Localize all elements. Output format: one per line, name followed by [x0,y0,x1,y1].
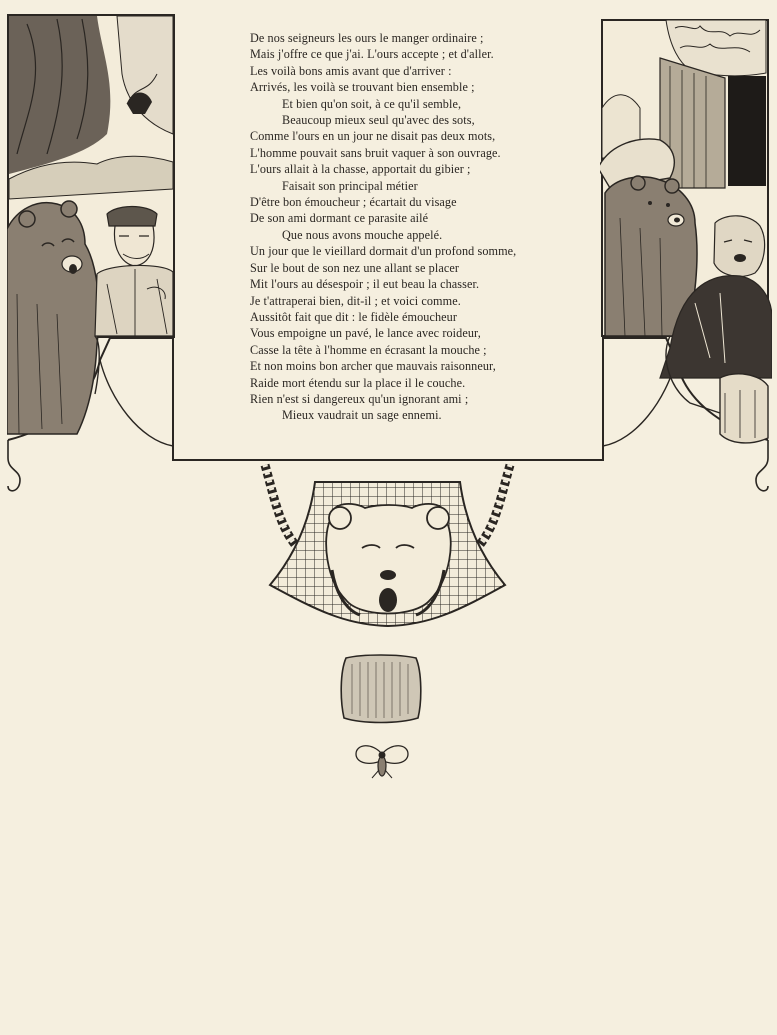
poem-line: Comme l'ours en un jour ne disait pas deux mots, [250,129,496,144]
poem-line: Les voilà bons amis avant que d'arriver : [250,63,452,78]
poem-line: L'homme pouvait sans bruit vaquer à son ouvrage. [250,145,501,160]
poem-line: Beaucoup mieux seul qu'avec des sots, [282,113,475,128]
poem-line: De nos seigneurs les ours le manger ordinaire ; [250,31,484,45]
bear-and-old-man-illustration [7,14,177,440]
poem-line: Un jour que le vieillard dormait d'un profond somme, [250,244,517,259]
poem-line: Que nous avons mouche appelé. [282,227,443,242]
bear-head-illustration [260,460,516,632]
poem-line: Vous empoigne un pavé, le lance avec roideur, [250,326,481,341]
poem-line: Et bien qu'on soit, à ce qu'il semble, [282,96,462,111]
poem-line: D'être bon émoucheur ; écartait du visage [250,195,457,210]
poem-line: Et non moins bon archer que mauvais raisonneur, [250,359,496,374]
poem-line: Aussitôt fait que dit : le fidèle émoucheur [250,309,458,324]
poem-line: Mais j'offre ce que j'ai. L'ours accepte ; et d'aller. [250,47,494,62]
poem-line: L'ours allait à la chasse, apportait du gibier ; [250,162,471,177]
poem-line: Faisait son principal métier [282,178,418,193]
poem-line: Rien n'est si dangereux qu'un ignorant ami ; [250,391,469,406]
bear-with-stone-and-sleeping-man-illustration [600,18,772,446]
poem-line: Casse la tête à l'homme en écrasant la mouche ; [250,342,487,357]
poem-line: Je t'attraperai bien, dit-il ; et voici comme. [250,293,461,308]
poem-line: Raide mort étendu sur la place il le couche. [250,375,466,390]
poem-line: Sur le bout de son nez une allant se placer [250,260,460,275]
poem-text [250,30,595,424]
poem-line: De son ami dormant ce parasite ailé [250,211,429,226]
poem-line: Arrivés, les voilà se trouvant bien ensemble ; [250,80,475,95]
poem-line: Mieux vaudrait un sage ennemi. [282,408,442,423]
paving-stone-illustration [338,652,424,726]
poem-line: Mit l'ours au désespoir ; il eut beau la chasser. [250,277,480,292]
fly-illustration [352,740,412,784]
